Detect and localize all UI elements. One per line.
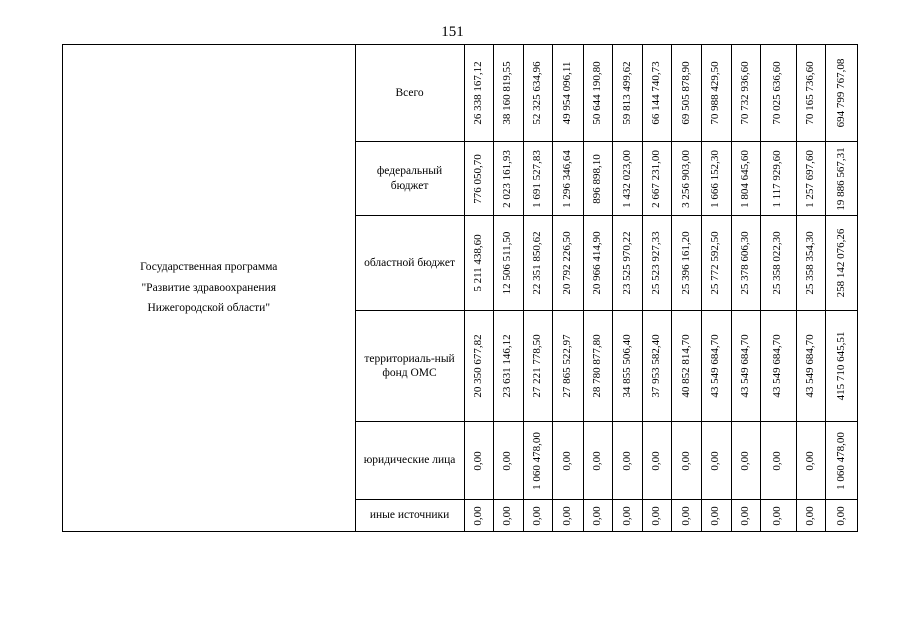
value-text: 0,00: [591, 450, 604, 471]
value-text: 0,00: [650, 505, 663, 526]
value-cell: [672, 500, 702, 532]
value-cell: [613, 422, 643, 500]
value-text: 415 710 645,51: [834, 331, 847, 401]
value-text: 26 338 167,12: [471, 61, 484, 125]
value-text: 43 549 684,70: [771, 334, 784, 398]
value-text: 0,00: [561, 450, 574, 471]
value-cell: [701, 422, 731, 500]
value-text: 43 549 684,70: [804, 334, 817, 398]
value-text: 49 954 096,11: [561, 61, 574, 125]
value-text: 0,00: [709, 450, 722, 471]
value-cell: [826, 142, 858, 216]
value-text: 2 667 231,00: [650, 149, 663, 208]
value-cell: [796, 422, 826, 500]
value-cell: [523, 311, 553, 422]
value-cell: [523, 422, 553, 500]
value-cell: [613, 311, 643, 422]
value-text: 0,00: [738, 450, 751, 471]
value-text: 1 432 023,00: [620, 149, 633, 208]
value-text: 40 852 814,70: [679, 334, 692, 398]
value-cell: [583, 311, 613, 422]
value-text: 0,00: [471, 450, 484, 471]
value-cell: [826, 500, 858, 532]
value-text: 25 378 606,30: [738, 231, 751, 295]
value-text: 0,00: [834, 505, 847, 526]
value-cell: [701, 500, 731, 532]
value-text: 22 351 850,62: [531, 231, 544, 295]
value-text: 70 025 636,60: [771, 61, 784, 125]
value-cell: [464, 216, 494, 311]
value-text: 1 060 478,00: [834, 431, 847, 490]
value-cell: [761, 142, 797, 216]
funding-source-cell: иные источники: [355, 500, 464, 532]
value-text: 0,00: [804, 505, 817, 526]
value-cell: [672, 216, 702, 311]
value-cell: [796, 142, 826, 216]
value-cell: [553, 311, 584, 422]
value-cell: [464, 422, 494, 500]
value-text: 0,00: [771, 505, 784, 526]
value-cell: [642, 500, 672, 532]
value-cell: [672, 311, 702, 422]
value-cell: [731, 500, 761, 532]
value-cell: [553, 500, 584, 532]
value-cell: [826, 311, 858, 422]
value-cell: [553, 45, 584, 142]
value-text: 0,00: [531, 505, 544, 526]
value-text: 0,00: [471, 505, 484, 526]
value-text: 0,00: [591, 505, 604, 526]
value-text: 1 804 645,60: [738, 149, 751, 208]
value-text: 1 691 527,83: [531, 149, 544, 208]
value-text: 0,00: [804, 450, 817, 471]
value-cell: [523, 45, 553, 142]
value-text: 0,00: [650, 450, 663, 471]
value-text: 43 549 684,70: [709, 334, 722, 398]
value-cell: [494, 216, 524, 311]
value-text: 0,00: [501, 450, 514, 471]
value-cell: [613, 142, 643, 216]
program-name-line1: Государственная программа: [140, 261, 278, 274]
value-cell: [642, 422, 672, 500]
value-text: 66 144 740,73: [650, 61, 663, 125]
program-name-line2: "Развитие здравоохранения: [141, 281, 277, 294]
value-text: 0,00: [501, 505, 514, 526]
value-text: 70 732 936,60: [738, 61, 751, 125]
value-cell: [701, 311, 731, 422]
table-row: [63, 45, 858, 142]
value-cell: [553, 216, 584, 311]
value-text: 59 813 499,62: [620, 61, 633, 125]
value-cell: [613, 500, 643, 532]
value-cell: [642, 311, 672, 422]
value-cell: [583, 216, 613, 311]
value-cell: [494, 45, 524, 142]
value-cell: [672, 422, 702, 500]
value-cell: [464, 311, 494, 422]
value-text: 50 644 190,80: [591, 61, 604, 125]
value-cell: [523, 216, 553, 311]
value-cell: [761, 45, 797, 142]
value-cell: [494, 311, 524, 422]
value-cell: [796, 500, 826, 532]
value-text: 25 772 592,50: [709, 231, 722, 295]
funding-source-cell: юридические лица: [355, 422, 464, 500]
value-cell: [826, 422, 858, 500]
value-cell: [796, 311, 826, 422]
value-text: 1 666 152,30: [709, 149, 722, 208]
value-cell: [583, 500, 613, 532]
value-text: 1 060 478,00: [531, 431, 544, 490]
value-text: 3 256 903,00: [679, 149, 692, 208]
value-text: 20 966 414,90: [591, 231, 604, 295]
value-text: 70 988 429,50: [709, 61, 722, 125]
value-text: 19 886 567,31: [834, 146, 847, 211]
program-name-line3: Нижегородской области": [147, 302, 271, 315]
value-text: 0,00: [738, 505, 751, 526]
value-cell: [701, 45, 731, 142]
value-cell: [642, 142, 672, 216]
page-number: 151: [441, 24, 464, 40]
value-cell: [583, 142, 613, 216]
value-text: 25 523 927,33: [650, 231, 663, 295]
value-text: 0,00: [771, 450, 784, 471]
value-cell: [523, 500, 553, 532]
value-cell: [826, 216, 858, 311]
value-text: 0,00: [709, 505, 722, 526]
value-text: 694 799 767,08: [834, 58, 847, 128]
value-text: 20 792 226,50: [561, 231, 574, 295]
value-text: 43 549 684,70: [738, 334, 751, 398]
value-cell: [523, 142, 553, 216]
value-text: 776 050,70: [471, 153, 484, 204]
value-text: 0,00: [620, 450, 633, 471]
value-text: 27 865 522,97: [561, 334, 574, 398]
funding-source-cell: территориаль-ный фонд ОМС: [355, 311, 464, 422]
value-cell: [613, 216, 643, 311]
value-cell: [464, 142, 494, 216]
value-cell: [642, 216, 672, 311]
value-cell: [672, 142, 702, 216]
value-cell: [796, 45, 826, 142]
value-text: 38 160 819,55: [501, 61, 514, 125]
value-cell: [731, 45, 761, 142]
value-text: 12 506 511,50: [501, 231, 514, 295]
value-cell: [761, 216, 797, 311]
value-text: 70 165 736,60: [804, 61, 817, 125]
value-cell: [494, 422, 524, 500]
value-text: 0,00: [679, 450, 692, 471]
value-cell: [731, 216, 761, 311]
value-text: 23 631 146,12: [501, 334, 514, 398]
funding-source-cell: областной бюджет: [355, 216, 464, 311]
value-text: 20 350 677,82: [471, 334, 484, 398]
funding-source-cell: федеральный бюджет: [355, 142, 464, 216]
value-cell: [672, 45, 702, 142]
value-text: 1 117 929,60: [771, 149, 784, 208]
value-text: 23 525 970,22: [620, 231, 633, 295]
program-name-cell: [63, 45, 356, 532]
value-text: 1 296 346,64: [561, 149, 574, 208]
value-text: 69 505 878,90: [679, 61, 692, 125]
value-cell: [553, 422, 584, 500]
value-cell: [701, 216, 731, 311]
value-cell: [464, 45, 494, 142]
value-text: 25 396 161,20: [679, 231, 692, 295]
value-text: 0,00: [620, 505, 633, 526]
value-text: 37 953 582,40: [650, 334, 663, 398]
value-text: 0,00: [679, 505, 692, 526]
value-cell: [731, 311, 761, 422]
value-cell: [761, 311, 797, 422]
value-cell: [583, 45, 613, 142]
budget-table: [62, 44, 858, 532]
value-text: 5 211 438,60: [471, 234, 484, 292]
value-text: 2 023 161,93: [501, 149, 514, 208]
value-text: 52 325 634,96: [531, 61, 544, 125]
value-text: 1 257 697,60: [804, 149, 817, 208]
value-text: 34 855 506,40: [620, 334, 633, 398]
value-text: 0,00: [561, 505, 574, 526]
value-text: 258 142 076,26: [834, 228, 847, 298]
value-text: 25 358 354,30: [804, 231, 817, 295]
value-cell: [761, 422, 797, 500]
value-text: 28 780 877,80: [591, 334, 604, 398]
value-cell: [494, 142, 524, 216]
value-text: 896 898,10: [591, 153, 604, 204]
value-text: 25 358 022,30: [771, 231, 784, 295]
value-cell: [613, 45, 643, 142]
value-cell: [553, 142, 584, 216]
value-cell: [464, 500, 494, 532]
value-cell: [731, 422, 761, 500]
value-cell: [701, 142, 731, 216]
value-text: 27 221 778,50: [531, 334, 544, 398]
value-cell: [761, 500, 797, 532]
funding-source-cell: Всего: [355, 45, 464, 142]
value-cell: [642, 45, 672, 142]
value-cell: [796, 216, 826, 311]
value-cell: [826, 45, 858, 142]
value-cell: [583, 422, 613, 500]
value-cell: [731, 142, 761, 216]
value-cell: [494, 500, 524, 532]
